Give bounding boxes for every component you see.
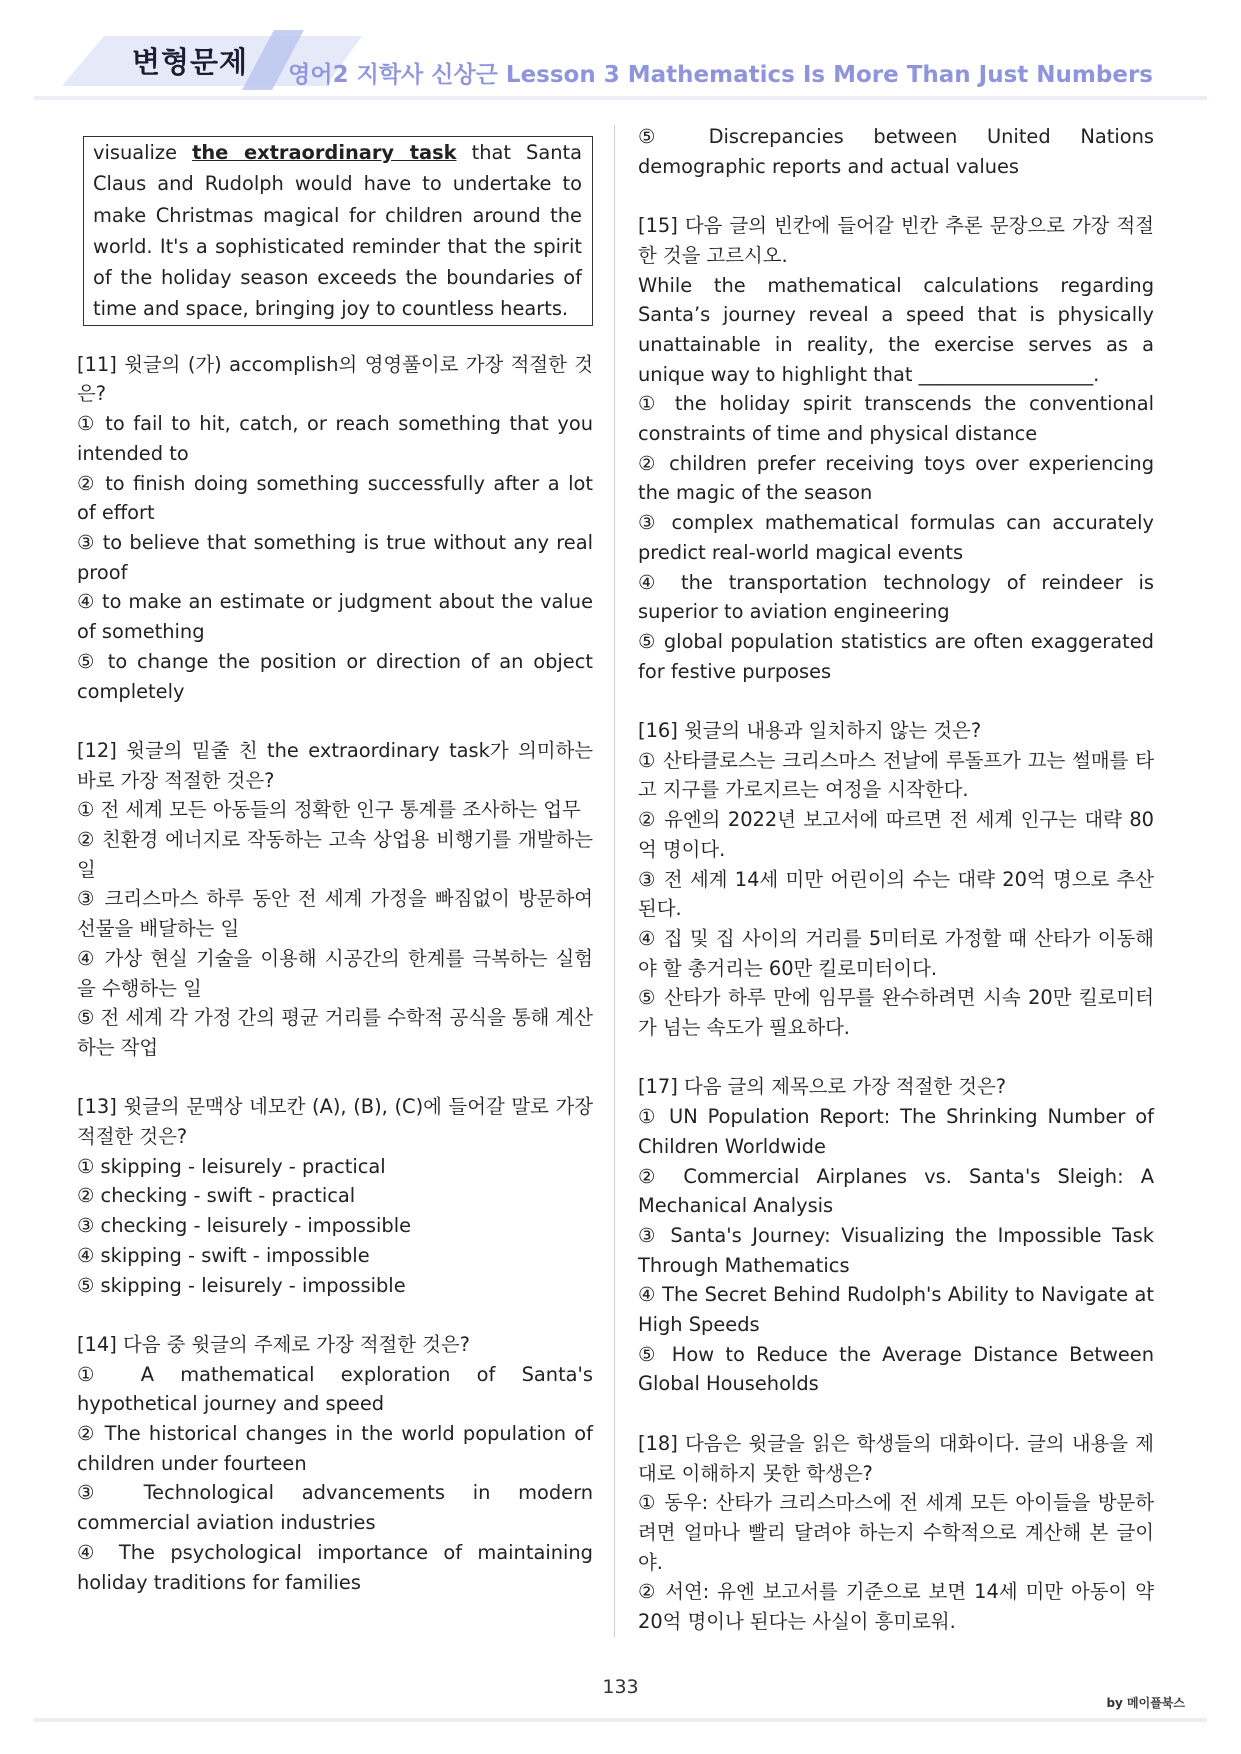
question-line: ④ 집 및 집 사이의 거리를 5미터로 가정할 때 산타가 이동해야 할 총거리는 60만 킬로미터이다. (638, 926, 1154, 980)
question-line: ④ 가상 현실 기술을 이용해 시공간의 한계를 극복하는 실험을 수행하는 일 (77, 946, 593, 1000)
question-line: ① UN Population Report: The Shrinking Number of Children Worldwide (638, 1105, 1154, 1158)
header-label: 변형문제 (132, 45, 249, 79)
question-line: ⑤ to change the position or direction of an object completely (77, 649, 593, 703)
question-line: ① 산타클로스는 크리스마스 전날에 루돌프가 끄는 썰매를 타고 지구를 가로지르는 여정을 시작한다. (638, 748, 1154, 802)
passage-text-before: visualize (93, 141, 193, 164)
question-line: ② Commercial Airplanes vs. Santa's Sleigh: A Mechanical Analysis (638, 1164, 1154, 1218)
question-line: ④ The psychological importance of maintaining holiday traditions for families (77, 1540, 593, 1594)
question-stem: [18] 다음은 윗글을 읽은 학생들의 대화이다. 글의 내용을 제대로 이해하지 못한 학생은? (638, 1431, 1154, 1485)
header-title: 영어2 지학사 신상근 Lesson 3 Mathematics Is More Than Just Numbers (288, 62, 1153, 88)
header-rule (34, 96, 1207, 100)
question-line: ② 친환경 에너지로 작동하는 고속 상업용 비행기를 개발하는 일 (77, 828, 593, 881)
question-line: ⑤ Discrepancies between United Nations demographic reports and actual values (638, 125, 1154, 178)
question-line: ② 유엔의 2022년 보고서에 따르면 전 세계 인구는 대략 80억 명이다. (638, 808, 1154, 861)
question-line: ② children prefer receiving toys over experiencing the magic of the season (638, 451, 1154, 505)
question-line: ① A mathematical exploration of Santa's hypothetical journey and speed (77, 1362, 593, 1416)
question-block (638, 1072, 1154, 1399)
question-line: ② The historical changes in the world population of children under fourteen (77, 1422, 593, 1475)
question-stem: [13] 윗글의 문맥상 네모칸 (A), (B), (C)에 들어갈 말로 가장 적절한 것은? (77, 1095, 593, 1149)
question-block (77, 1330, 593, 1597)
question-line: ③ Technological advancements in modern commercial aviation industries (77, 1481, 593, 1535)
passage-text-after: that Santa Claus and Rudolph would have to undertake to make Christmas magical for children around the world. It's a sophisticated reminder that the spirit of the holiday season exceeds the boundaries of time and space, bringing joy to countless hearts. (93, 141, 582, 321)
question-block (77, 1092, 593, 1300)
question-line: ③ checking - leisurely - impossible (77, 1214, 412, 1238)
question-line: ③ Santa's Journey: Visualizing the Impossible Task Through Mathematics (638, 1223, 1154, 1277)
question-line: ⑤ 전 세계 각 가정 간의 평균 거리를 수학적 공식을 통해 계산하는 작업 (77, 1006, 594, 1059)
right-column (638, 122, 1154, 1637)
question-stem: [14] 다음 중 윗글의 주제로 가장 적절한 것은? (77, 1332, 470, 1356)
question-block (638, 716, 1154, 1043)
question-line: ① the holiday spirit transcends the conventional constraints of time and physical distance (638, 392, 1154, 446)
right-question-list (638, 122, 1154, 1637)
question-line: ② to finish doing something successfully after a lot of effort (77, 471, 593, 525)
question-line: ① 동우: 산타가 크리스마스에 전 세계 모든 아이들을 방문하려면 얼마나 빨리 달려야 하는지 수학적으로 계산해 본 글이야. (638, 1491, 1154, 1574)
passage-underlined-phrase: the extraordinary task (192, 141, 457, 164)
left-column (77, 122, 593, 1597)
question-line: ⑤ global population statistics are often exaggerated for festive purposes (638, 629, 1154, 683)
question-line: ① 전 세계 모든 아동들의 정확한 인구 통계를 조사하는 업무 (77, 798, 581, 822)
question-stem: [17] 다음 글의 제목으로 가장 적절한 것은? (638, 1075, 1007, 1099)
question-block (638, 122, 1154, 181)
question-block (638, 1429, 1154, 1637)
question-line: ② 서연: 유엔 보고서를 기준으로 보면 14세 미만 아동이 약 20억 명이나 된다는 사실이 흥미로워. (638, 1580, 1154, 1634)
question-line: ⑤ How to Reduce the Average Distance Between Global Households (638, 1342, 1154, 1396)
question-line: ④ to make an estimate or judgment about the value of something (77, 590, 593, 644)
question-line: ③ 전 세계 14세 미만 어린이의 수는 대략 20억 명으로 추산된다. (638, 867, 1154, 921)
question-block (77, 350, 593, 706)
passage-box (83, 136, 593, 326)
question-line: ④ The Secret Behind Rudolph's Ability to Navigate at High Speeds (638, 1283, 1154, 1337)
question-line: ⑤ skipping - leisurely - impossible (77, 1273, 406, 1297)
question-line: ④ the transportation technology of reindeer is superior to aviation engineering (638, 570, 1154, 624)
question-stem: [15] 다음 글의 빈칸에 들어갈 빈칸 추론 문장으로 가장 적절한 것을 고르시오. (638, 214, 1154, 267)
question-line: ⑤ 산타가 하루 만에 임무를 완수하려면 시속 20만 킬로미터가 넘는 속도가 필요하다. (638, 986, 1154, 1040)
question-line: ④ skipping - swift - impossible (77, 1243, 370, 1267)
question-line: ③ 크리스마스 하루 동안 전 세계 가정을 빠짐없이 방문하여 선물을 배달하는 일 (77, 887, 593, 941)
publisher-credit: by 메이플북스 (1106, 1696, 1185, 1710)
question-line: ② checking - swift - practical (77, 1184, 356, 1208)
page-number: 133 (602, 1676, 639, 1698)
question-stem: [12] 윗글의 밑줄 친 the extraordinary task가 의미하는 바로 가장 적절한 것은? (77, 738, 593, 792)
question-line: ① to fail to hit, catch, or reach something that you intended to (77, 412, 593, 465)
question-line: While the mathematical calculations regarding Santa’s journey reveal a speed that is physically unattainable in reality, the exercise serves as a unique way to highlight that __________________. (638, 273, 1154, 386)
left-question-list (77, 350, 593, 1597)
footer-rule (34, 1718, 1207, 1722)
question-stem: [16] 윗글의 내용과 일치하지 않는 것은? (638, 719, 982, 743)
question-block (638, 211, 1154, 686)
question-line: ③ complex mathematical formulas can accurately predict real-world magical events (638, 511, 1154, 564)
question-stem: [11] 윗글의 (가) accomplish의 영영풀이로 가장 적절한 것은? (77, 352, 593, 406)
column-divider (614, 125, 615, 1637)
question-line: ① skipping - leisurely - practical (77, 1154, 386, 1178)
question-block (77, 736, 593, 1063)
question-line: ③ to believe that something is true without any real proof (77, 531, 593, 584)
